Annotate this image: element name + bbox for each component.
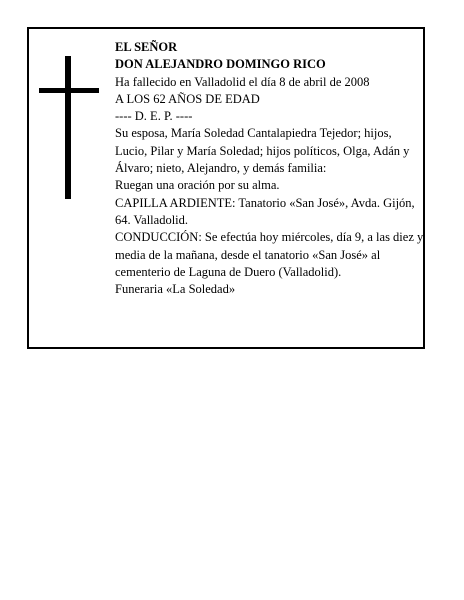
rip-line: ---- D. E. P. ----: [115, 109, 193, 124]
cross-vertical-bar: [65, 56, 71, 199]
funeral-home-line: Funeraria «La Soledad»: [115, 282, 236, 297]
obituary-text: [115, 39, 425, 298]
obituary-title: EL SEÑOR: [115, 40, 178, 54]
cross-icon: [39, 56, 99, 199]
procession-line: CONDUCCIÓN: Se efectúa hoy miércoles, día 9, a las diez y media de la mañana, desde el tanatorio «San José» al cementerio de Laguna de Duero (Valladolid).: [115, 230, 424, 279]
family-line: Su esposa, María Soledad Cantalapiedra Tejedor; hijos, Lucio, Pilar y María Soledad; hijos políticos, Olga, Adán y Álvaro; nieto, Alejandro, y demás familia:: [115, 126, 410, 176]
age-line: A LOS 62 AÑOS DE EDAD: [115, 91, 260, 106]
cross-horizontal-bar: [39, 88, 99, 93]
prayer-line: Ruegan una oración por su alma.: [115, 178, 280, 193]
death-info: Ha fallecido en Valladolid el día 8 de abril de 2008: [115, 74, 370, 89]
deceased-name: DON ALEJANDRO DOMINGO RICO: [115, 57, 326, 72]
obituary-notice: [27, 27, 425, 349]
chapel-line: CAPILLA ARDIENTE: Tanatorio «San José», Avda. Gijón, 64. Valladolid.: [115, 195, 415, 227]
